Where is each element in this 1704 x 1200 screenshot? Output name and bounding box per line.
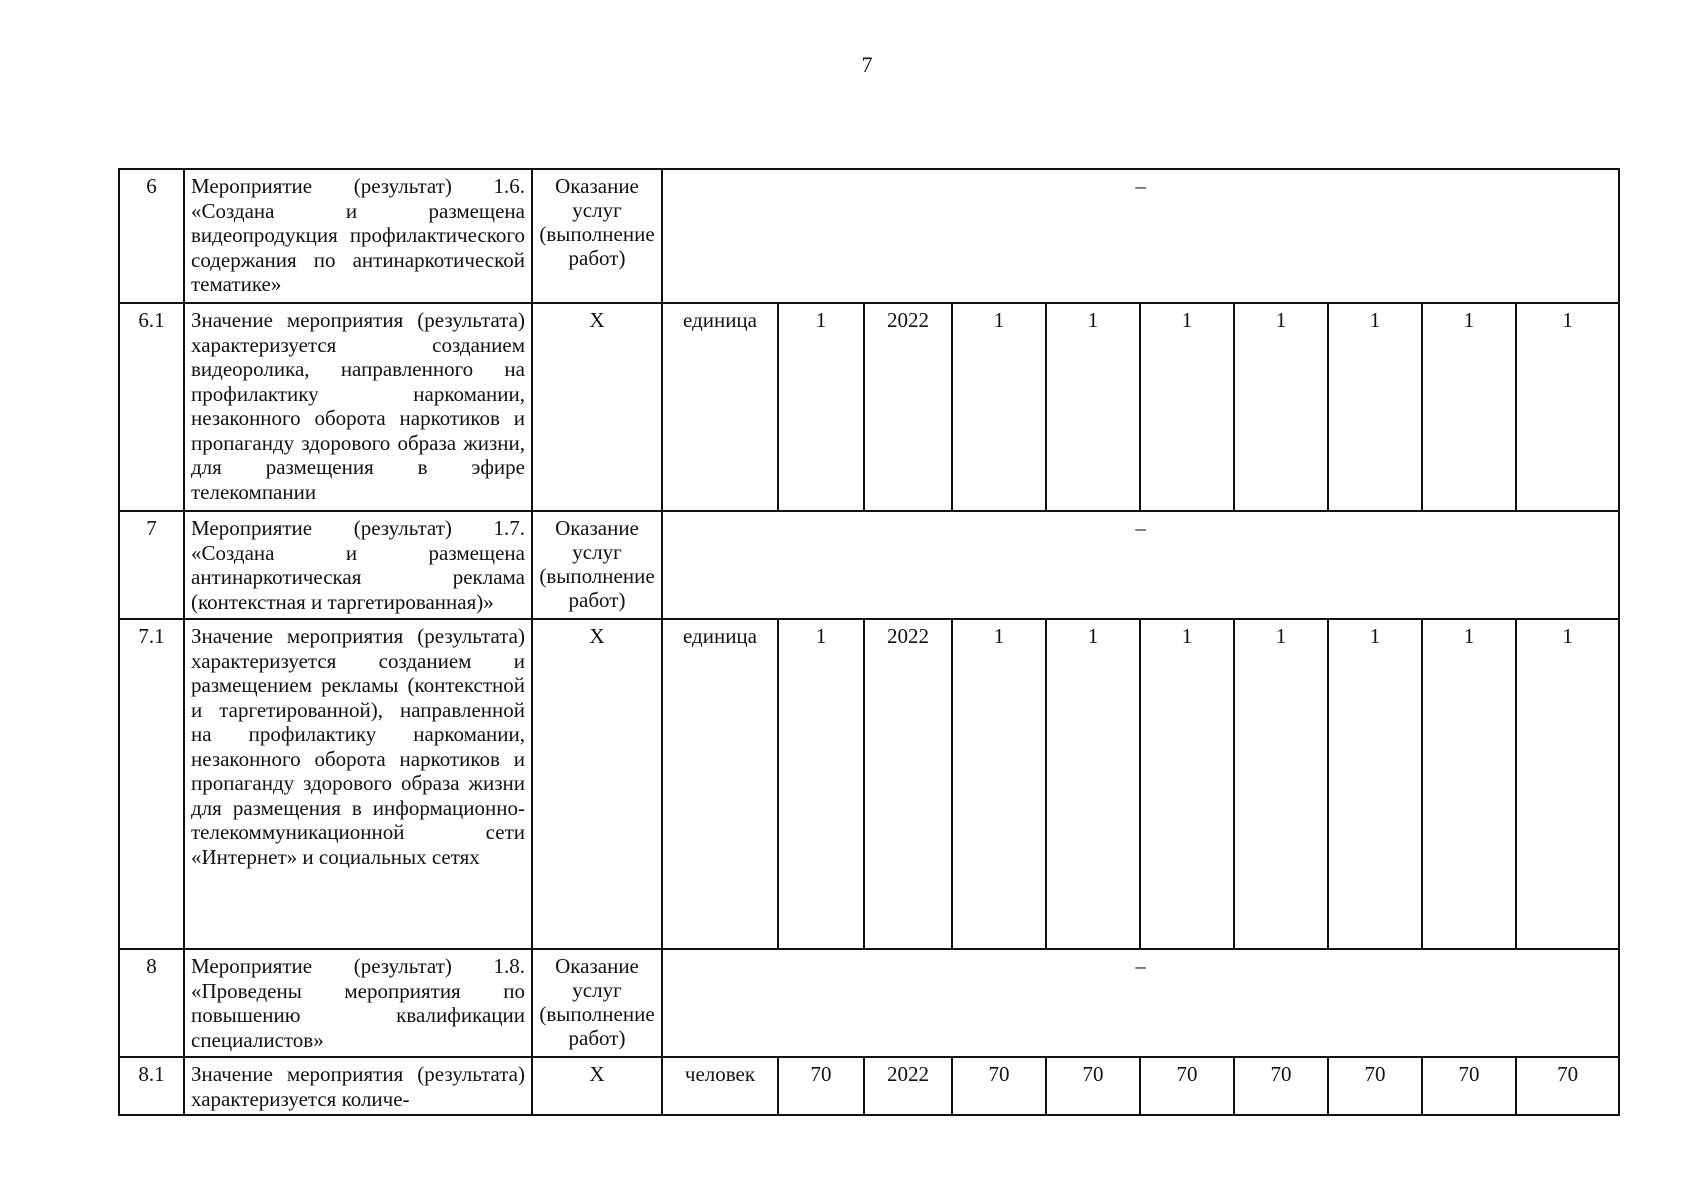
table-row <box>119 619 1619 949</box>
table-row <box>119 511 1619 619</box>
value-cell: 1 <box>1140 619 1234 949</box>
row-number: 7 <box>119 511 184 619</box>
unit-cell: человек <box>662 1057 778 1115</box>
value-cell: 1 <box>1140 303 1234 511</box>
base-value-cell: 70 <box>778 1057 864 1115</box>
value-cell: 1 <box>1328 303 1422 511</box>
row-type: Оказание услуг (выполнение работ) <box>532 169 662 303</box>
table-row <box>119 169 1619 303</box>
table-row <box>119 303 1619 511</box>
row-number: 6 <box>119 169 184 303</box>
page-number: 7 <box>861 52 873 77</box>
value-cell: 70 <box>952 1057 1046 1115</box>
row-number: 7.1 <box>119 619 184 949</box>
row-description: Мероприятие (результат) 1.7. «Создана и размещена антинаркотическая реклама (контекстная и таргетированная)» <box>184 511 532 619</box>
value-cell: 1 <box>1046 619 1140 949</box>
value-cell: 70 <box>1328 1057 1422 1115</box>
value-cell: 70 <box>1516 1057 1619 1115</box>
row-dash: – <box>662 169 1619 303</box>
row-type: Оказание услуг (выполнение работ) <box>532 949 662 1057</box>
value-cell: 1 <box>1046 303 1140 511</box>
row-description: Значение мероприятия (результата) характеризуется созданием и размещением рекламы (контекстной и таргетированной), направленной на профилактику наркомании, незаконного оборота наркотиков и пропаганду здорового образа жизни для размещения в информационно-телекоммуникационной сети «Интернет» и социальных сетях <box>184 619 532 949</box>
table-row <box>119 949 1619 1057</box>
value-cell: 70 <box>1140 1057 1234 1115</box>
row-description: Мероприятие (результат) 1.8. «Проведены мероприятия по повышению квалификации специалистов» <box>184 949 532 1057</box>
row-type: Х <box>532 1057 662 1115</box>
base-value-cell: 1 <box>778 619 864 949</box>
row-dash: – <box>662 511 1619 619</box>
unit-cell: единица <box>662 619 778 949</box>
row-dash: – <box>662 949 1619 1057</box>
value-cell: 1 <box>1422 619 1516 949</box>
base-year-cell: 2022 <box>864 303 952 511</box>
base-value-cell: 1 <box>778 303 864 511</box>
row-number: 6.1 <box>119 303 184 511</box>
value-cell: 1 <box>1516 303 1619 511</box>
base-year-cell: 2022 <box>864 619 952 949</box>
value-cell: 70 <box>1422 1057 1516 1115</box>
table-row <box>119 1057 1619 1115</box>
value-cell: 1 <box>1516 619 1619 949</box>
row-description: Значение мероприятия (результата) характеризуется количе- <box>184 1057 532 1115</box>
row-type: Оказание услуг (выполнение работ) <box>532 511 662 619</box>
base-year-cell: 2022 <box>864 1057 952 1115</box>
row-number: 8 <box>119 949 184 1057</box>
value-cell: 70 <box>1234 1057 1328 1115</box>
row-number: 8.1 <box>119 1057 184 1115</box>
value-cell: 70 <box>1046 1057 1140 1115</box>
row-type: Х <box>532 303 662 511</box>
value-cell: 1 <box>1234 619 1328 949</box>
value-cell: 1 <box>952 619 1046 949</box>
unit-cell: единица <box>662 303 778 511</box>
row-description: Значение мероприятия (результата) характеризуется созданием видеоролика, направленного на профилактику наркомании, незаконного оборота наркотиков и пропаганду здорового образа жизни, для размещения в эфире телекомпании <box>184 303 532 511</box>
row-description: Мероприятие (результат) 1.6. «Создана и размещена видеопродукция профилактического содержания по антинаркотической тематике» <box>184 169 532 303</box>
value-cell: 1 <box>1422 303 1516 511</box>
value-cell: 1 <box>1234 303 1328 511</box>
value-cell: 1 <box>952 303 1046 511</box>
value-cell: 1 <box>1328 619 1422 949</box>
row-type: Х <box>532 619 662 949</box>
results-table <box>118 168 1620 1116</box>
